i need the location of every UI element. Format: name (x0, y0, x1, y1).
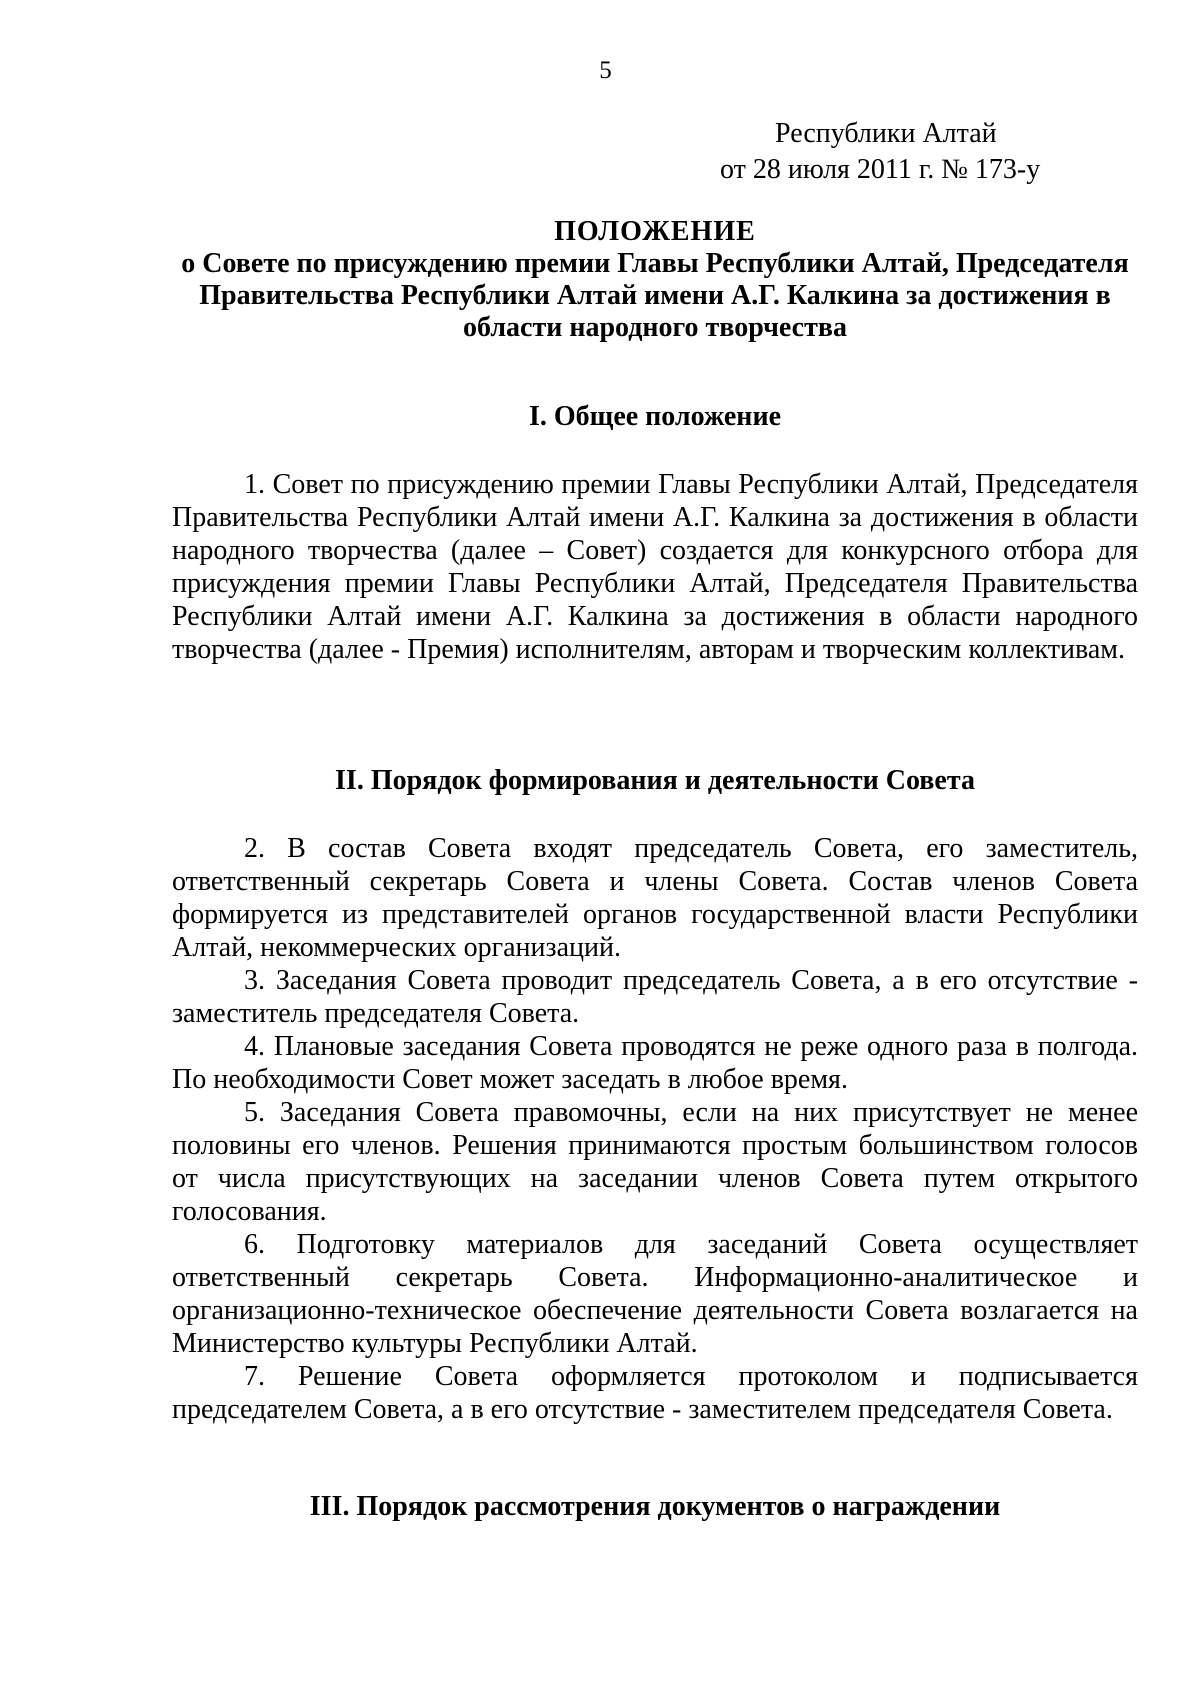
header-line-republic: Республики Алтай (775, 118, 997, 149)
paragraph-6: 6. Подготовку материалов для заседаний Совета осуществляет ответственный секретарь Совета. Информационно-аналитическое и организационно-техническое обеспечение деятельности Совета возлагается на Министерство культуры Республики Алтай. (172, 1229, 1138, 1359)
title-subtitle-line-3: области народного творчества (463, 312, 847, 343)
paragraph-3: 3. Заседания Совета проводит председатель Совета, а в его отсутствие - заместитель председателя Совета. (172, 965, 1138, 1029)
header-line-date-number: от 28 июля 2011 г. № 173-у (720, 154, 1041, 185)
paragraph-4: 4. Плановые заседания Совета проводятся не реже одного раза в полгода. По необходимости Совет может заседать в любое время. (172, 1031, 1138, 1095)
page-number: 5 (599, 57, 612, 84)
section-heading-2: II. Порядок формирования и деятельности Совета (335, 765, 975, 796)
section-2-body (172, 832, 1138, 1426)
title-subtitle-line-2: Правительства Республики Алтай имени А.Г. Калкина за достижения в (199, 280, 1111, 311)
paragraph-7: 7. Решение Совета оформляется протоколом и подписывается председателем Совета, а в его отсутствие - заместителем председателя Совета. (172, 1361, 1138, 1425)
title-main: ПОЛОЖЕНИЕ (554, 216, 756, 247)
title-subtitle-line-1: о Совете по присуждению премии Главы Республики Алтай, Председателя (181, 248, 1129, 279)
document-header (720, 116, 1140, 188)
section-heading-1: I. Общее положение (529, 401, 781, 432)
paragraph-1: 1. Совет по присуждению премии Главы Республики Алтай, Председателя Правительства Республики Алтай имени А.Г. Калкина за достижения в области народного творчества (далее – Совет) создается для конкурсного отбора для присуждения премии Главы Республики Алтай, Председателя Правительства Республики Алтай имени А.Г. Калкина за достижения в области народного творчества (далее - Премия) исполнителям, авторам и творческим коллективам. (172, 469, 1138, 665)
paragraph-2: 2. В состав Совета входят председатель Совета, его заместитель, ответственный секретарь Совета и члены Совета. Состав членов Совета формируется из представителей органов государственной власти Республики Алтай, некоммерческих организаций. (172, 833, 1138, 963)
section-heading-3: III. Порядок рассмотрения документов о награждении (309, 1491, 1001, 1522)
section-1-body (172, 468, 1138, 666)
paragraph-5: 5. Заседания Совета правомочны, если на них присутствует не менее половины его членов. Решения принимаются простым большинством голосов от числа присутствующих на заседании членов Совета путем открытого голосования. (172, 1097, 1138, 1227)
document-title (170, 216, 1140, 344)
